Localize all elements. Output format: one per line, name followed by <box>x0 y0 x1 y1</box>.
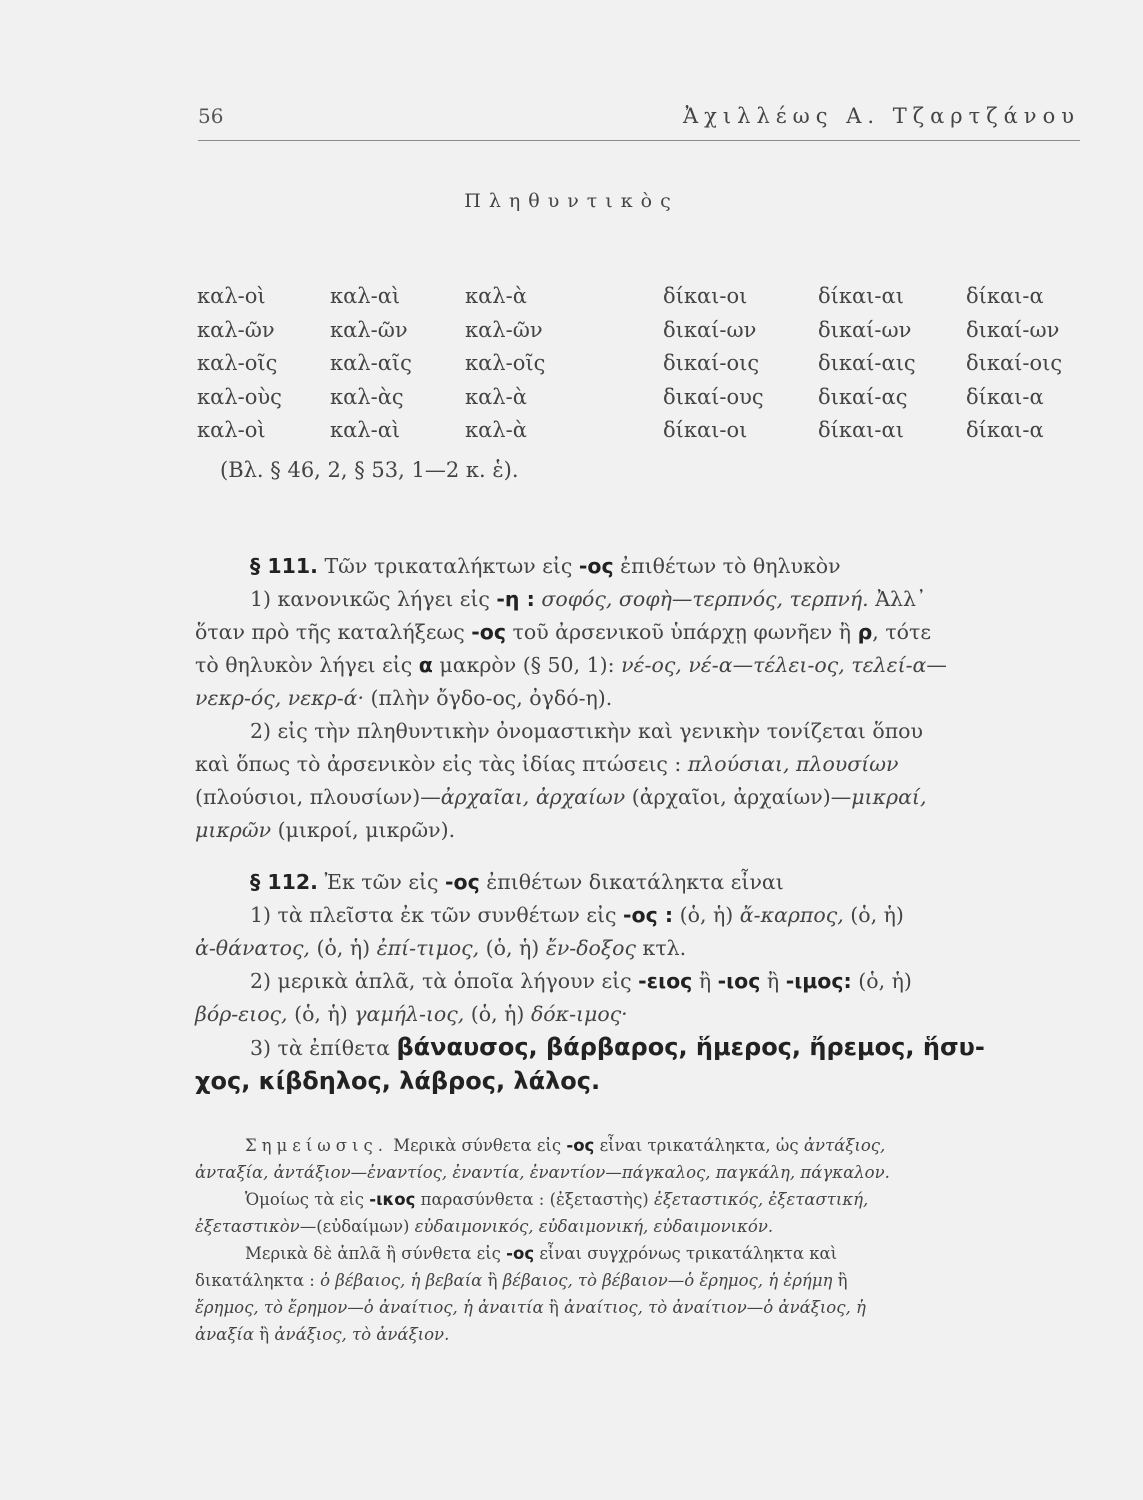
table-cell: καλ-ὰ <box>465 284 527 308</box>
text-span: (ἀρχαῖοι, ἀρχαίων)— <box>625 785 852 809</box>
ending-term: -ος <box>566 1136 595 1155</box>
text-span: (ὁ, ἡ) <box>673 903 740 927</box>
example-text: βόρ-ειος, <box>195 1002 288 1026</box>
ending-term: -ειος <box>638 969 693 993</box>
note-line <box>195 1213 1080 1240</box>
text-span: εἶναι συγχρόνως τρικατάληκτα καὶ <box>534 1244 838 1263</box>
note-label: Σημείωσις. <box>245 1136 388 1155</box>
paragraph-line <box>195 814 1080 847</box>
text-span: τοῦ ἀρσενικοῦ ὑπάρχῃ φωνῆεν ἢ <box>506 620 858 644</box>
example-text: ἔρημος, τὸ ἔρημον—ὁ ἀναίτιος, ἡ ἀναιτία <box>195 1298 544 1317</box>
example-text: βέβαιος, τὸ βέβαιον—ὁ ἔρημος, ἡ ἐρήμη <box>502 1271 833 1290</box>
table-cell: καλ-οῖς <box>197 351 278 375</box>
text-span: 2) μερικὰ ἁπλᾶ, τὰ ὁποῖα λήγουν εἰς <box>250 969 639 993</box>
paragraph-line <box>195 899 1080 932</box>
text-span: (ὁ, ἡ) <box>464 1002 531 1026</box>
ending-term: -ος <box>471 620 506 644</box>
text-span: ἢ <box>760 969 786 993</box>
text-span: 1) κανονικῶς λήγει εἰς <box>250 587 497 611</box>
table-cell: καλ-ὰ <box>465 384 527 409</box>
table-cell: δικαί-οις <box>663 351 760 375</box>
example-text: ἀρχαῖαι, ἀρχαίων <box>440 785 626 809</box>
text-span: Μερικὰ δὲ ἁπλᾶ ἢ σύνθετα εἰς <box>245 1244 507 1263</box>
text-span: Τῶν τρικαταλήκτων εἰς <box>317 554 579 578</box>
table-cell: δικαί-ας <box>818 384 908 409</box>
table-cell: δίκαι-αι <box>818 418 904 442</box>
text-span: καὶ ὅπως τὸ ἀρσενικὸν εἰς τὰς ἰδίας πτώσεις : <box>195 752 688 776</box>
column-masculine <box>197 280 282 448</box>
paragraph-line <box>195 649 1080 682</box>
table-cell: δικαί-ων <box>663 317 757 342</box>
paragraph-line <box>195 998 1080 1031</box>
ending-term: -ος <box>445 870 480 894</box>
table-cell: δίκαι-α <box>966 418 1044 442</box>
page-number: 56 <box>198 104 224 128</box>
text-span: (ὁ, ἡ) <box>309 936 377 960</box>
example-text: ἀντάξιος, <box>803 1136 886 1155</box>
ending-term: -ος <box>578 554 614 578</box>
example-text: πλούσιαι, πλουσίων <box>687 752 899 776</box>
table-cell: καλ-οῖς <box>465 351 546 375</box>
note-line <box>195 1294 1080 1321</box>
text-span: (ὁ, ἡ) <box>287 1002 355 1026</box>
text-span: παρασύνθετα : (ἐξεταστὴς) <box>415 1190 654 1209</box>
text-span: κτλ. <box>636 936 687 960</box>
page-header <box>198 100 1080 141</box>
column-masculine-2 <box>663 280 764 448</box>
running-title: Ἀχιλλέως Α. Τζαρτζάνου <box>683 104 1080 128</box>
ending-term: -ος <box>506 1244 535 1263</box>
text-span: , τότε <box>872 620 931 644</box>
text-span: 3) τὰ ἐπίθετα <box>250 1036 397 1060</box>
example-text: νεκρ-ός, νεκρ-ά· <box>195 686 364 710</box>
table-cell: δικαί-ους <box>663 384 764 409</box>
table-cell: δικαί-αις <box>818 351 916 375</box>
example-text: ἄ-καρπος, <box>739 903 844 927</box>
section-number: § 112. <box>250 870 318 894</box>
paragraph-line <box>195 866 1080 899</box>
example-text: γαμήλ-ιος, <box>354 1002 465 1026</box>
note-line <box>195 1267 1080 1294</box>
column-neuter-2 <box>966 280 1062 448</box>
paragraph-line <box>195 550 1080 583</box>
table-cell: καλ-ὰς <box>330 384 404 409</box>
table-cell: δίκαι-οι <box>663 284 748 308</box>
table-cell: δικαί-ων <box>966 317 1060 342</box>
text-span: Ὁμοίως τὰ εἰς <box>245 1190 370 1209</box>
column-feminine-2 <box>818 280 916 448</box>
example-text: ἐξεταστικός, ἐξεταστική, <box>654 1190 869 1209</box>
table-cell: καλ-ῶν <box>465 317 543 342</box>
ending-term: -ιος <box>717 969 761 993</box>
table-cell: δίκαι-α <box>966 384 1044 409</box>
paragraph-line <box>195 616 1080 649</box>
table-cell: καλ-ῶν <box>197 317 275 342</box>
table-cell: δίκαι-α <box>966 284 1044 308</box>
text-span: 1) τὰ πλεῖστα ἐκ τῶν συνθέτων εἰς <box>250 903 624 927</box>
example-text: ἀνάξιος, τὸ ἀνάξιον. <box>274 1325 450 1344</box>
text-span: ἢ <box>254 1325 275 1344</box>
text-span: (μικροί, μικρῶν). <box>271 818 456 842</box>
note-line <box>195 1186 1080 1213</box>
table-cell: δικαί-οις <box>966 351 1063 375</box>
section-number: § 111. <box>250 554 318 578</box>
note-block <box>195 1132 1080 1348</box>
ending-term: ρ <box>857 620 873 644</box>
section-111 <box>195 550 1080 847</box>
text-span: (ὁ, ἡ) <box>479 936 546 960</box>
table-cell: καλ-ὰ <box>465 418 527 442</box>
note-line <box>195 1240 1080 1267</box>
text-span: ἐπιθέτων τὸ θηλυκὸν <box>613 554 841 578</box>
paragraph-line: 2) εἰς τὴν πληθυντικὴν ὀνομαστικὴν καὶ γενικὴν τονίζεται ὅπου <box>250 719 923 743</box>
example-text: ἀναίτιος, τὸ ἀναίτιον—ὁ ἀνάξιος, ἡ <box>564 1298 866 1317</box>
example-text: μικραί, <box>851 785 927 809</box>
text-span: ἢ <box>543 1298 565 1317</box>
table-cell: καλ-ῶν <box>330 317 408 342</box>
paragraph-line <box>195 1031 1080 1065</box>
table-cell: δίκαι-οι <box>663 418 748 442</box>
section-112 <box>195 866 1080 1098</box>
table-cell: καλ-οὶ <box>197 284 266 308</box>
example-text: σοφός, σοφὴ—τερπνός, τερπνή. <box>534 587 869 611</box>
text-span: (ὁ, ἡ) <box>843 903 904 927</box>
paragraph-line <box>195 965 1080 998</box>
text-span: ἢ <box>482 1271 503 1290</box>
note-line: ἀνταξία, ἀντάξιον—ἐναντίος, ἐναντία, ἐναντίον—πάγκαλος, παγκάλη, πάγκαλον. <box>195 1163 890 1182</box>
table-cell: δικαί-ων <box>818 317 912 342</box>
column-feminine <box>330 280 412 448</box>
ending-term: α <box>418 653 433 677</box>
ending-term: -ιμος: <box>785 969 852 993</box>
example-text: νέ-ος, νέ-α—τέλει-ος, τελεί-α— <box>621 653 947 677</box>
table-cell: καλ-οὺς <box>197 384 282 409</box>
text-span: ἢ <box>692 969 718 993</box>
ending-term: -ικος <box>369 1190 416 1209</box>
example-text: ἐπί-τιμος, <box>376 936 480 960</box>
text-span: (ὁ, ἡ) <box>851 969 912 993</box>
text-span: εἶναι τρικατάληκτα, ὡς <box>594 1136 804 1155</box>
text-span: Μερικὰ σύνθετα εἰς <box>387 1136 567 1155</box>
text-span: ἢ <box>832 1271 848 1290</box>
text-span: Ἐκ τῶν εἰς <box>317 870 445 894</box>
paragraph-line <box>195 583 1080 616</box>
text-span: ἐπιθέτων δικατάληκτα εἶναι <box>479 870 784 894</box>
text-span: μακρὸν (§ 50, 1): <box>432 653 622 677</box>
reference-note: (Βλ. § 46, 2, § 53, 1—2 κ. ἑ). <box>220 458 519 482</box>
text-span: Ἀλλ᾽ <box>868 587 927 611</box>
example-text: ἔν-δοξος <box>545 936 637 960</box>
example-text: εὐδαιμονικός, εὐδαιμονική, εὐδαιμονικόν. <box>414 1217 774 1236</box>
paragraph-line <box>195 682 1080 715</box>
adjective-list: χος, κίβδηλος, λάβρος, λάλος. <box>195 1067 601 1095</box>
text-span: ὅταν πρὸ τῆς καταλήξεως <box>195 620 472 644</box>
text-span: δικατάληκτα : <box>195 1271 321 1290</box>
table-cell: καλ-οὶ <box>197 418 266 442</box>
note-line <box>195 1132 1080 1159</box>
table-cell: καλ-αὶ <box>330 418 401 442</box>
table-cell: δίκαι-αι <box>818 284 904 308</box>
ending-term: -η : <box>496 587 535 611</box>
example-text: ὁ βέβαιος, ἡ βεβαία <box>320 1271 483 1290</box>
table-cell: καλ-αῖς <box>330 351 412 375</box>
text-span: (πλούσιοι, πλουσίων)— <box>195 785 441 809</box>
example-text: ἐξεταστικὸν <box>195 1217 300 1236</box>
example-text: μικρῶν <box>195 818 272 842</box>
text-span: —(εὐδαίμων) <box>299 1217 415 1236</box>
example-text: ἀναξία <box>195 1325 255 1344</box>
adjective-list: βάναυσος, βάρβαρος, ἥμερος, ἤρεμος, ἥσυ- <box>396 1033 985 1061</box>
text-span: (πλὴν ὄγδο-ος, ὀγδό-η). <box>364 686 613 710</box>
example-text: ἀ-θάνατος, <box>195 936 310 960</box>
ending-term: -ος : <box>623 903 674 927</box>
note-line <box>195 1321 1080 1348</box>
paragraph-line <box>195 932 1080 965</box>
table-cell: καλ-αὶ <box>330 284 401 308</box>
column-neuter <box>465 280 545 448</box>
paragraph-line <box>195 781 1080 814</box>
section-title: Πληθυντικὸς <box>464 190 679 212</box>
example-text: δόκ-ιμος· <box>530 1002 628 1026</box>
paragraph-line <box>195 748 1080 781</box>
text-span: τὸ θηλυκὸν λήγει εἰς <box>195 653 419 677</box>
